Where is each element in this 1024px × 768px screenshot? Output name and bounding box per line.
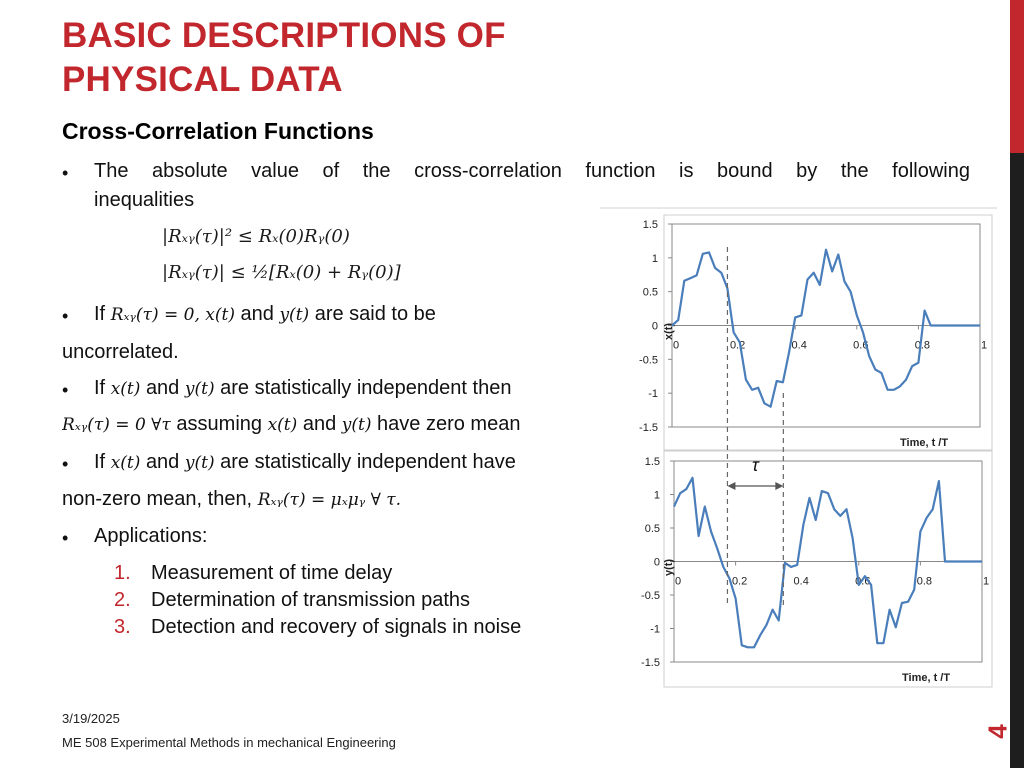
y-tick-label: 1.5: [642, 219, 658, 231]
y-tick-label: 1: [653, 489, 660, 502]
bullet2-post: are said to be: [314, 303, 436, 325]
bullet1-text: The absolute value of the cross-correlation function is bound by the following: [94, 160, 970, 182]
chart-frame: [664, 215, 992, 450]
bullet3-line: [94, 377, 511, 400]
y-tick-label: 0: [653, 556, 660, 569]
y-axis-label: x(t): [663, 322, 675, 341]
bullet4-and: and: [145, 451, 180, 473]
y-tick-label: 0: [651, 320, 658, 333]
slide-title: [62, 14, 662, 102]
bullet4-math2: y(t): [184, 453, 215, 473]
x-tick-label: 0.4: [793, 575, 809, 588]
chart-x: [639, 215, 992, 450]
section-subtitle: Cross-Correlation Functions: [62, 118, 374, 144]
sidebar-accent-bar: [1010, 0, 1024, 153]
x-tick-label: 0.6: [855, 575, 871, 588]
app-number: 2.: [114, 589, 131, 611]
bullet3-cont-post: have zero mean: [377, 413, 521, 435]
x-tick-label: 0.2: [731, 575, 748, 588]
footer-course: ME 508 Experimental Methods in mechanical Engineering: [62, 735, 396, 750]
bullet2-math1: Rₓᵧ(τ) = 0, x(t): [110, 305, 235, 325]
bullet-marker: •: [62, 528, 69, 548]
y-tick-label: -1: [648, 388, 658, 401]
slide-number: 4: [982, 724, 1013, 739]
y-axis-label: y(t): [663, 558, 675, 577]
sidebar-dark-bar: [1010, 153, 1024, 768]
y-tick-label: 1.5: [644, 456, 660, 468]
tau-label: τ: [752, 455, 759, 475]
app-item: Detection and recovery of signals in noise: [151, 616, 522, 638]
y-tick-label: 0.5: [644, 523, 660, 535]
app-item: Measurement of time delay: [151, 562, 393, 584]
x-tick-label: 1: [980, 339, 988, 352]
app-item: Determination of transmission paths: [151, 589, 471, 611]
bullet4-pre: If: [94, 451, 106, 473]
slide-title-line2: PHYSICAL DATA: [62, 60, 343, 99]
bullet4-cont-pre: non-zero mean, then,: [62, 488, 253, 510]
x-tick-label: 0.6: [853, 339, 869, 352]
x-tick-label: 0.2: [729, 339, 746, 352]
x-tick-label: 1: [982, 575, 990, 588]
x-tick-label: 0.8: [916, 575, 933, 588]
bullet3-continued: [62, 413, 602, 436]
x-tick-label: 0.4: [791, 339, 807, 352]
bullet4-post: are statistically independent have: [220, 451, 516, 473]
bullet3-cont-assuming: assuming: [176, 413, 263, 435]
x-axis-label: Time, t /T: [902, 672, 951, 684]
y-tick-label: -1.5: [641, 657, 660, 669]
bullet-marker: •: [62, 454, 69, 474]
inequality-1: |Rₓᵧ(τ)|² ≤ Rₓ(0)Rᵧ(0): [162, 226, 350, 247]
bullet3-cont-math1: Rₓᵧ(τ) = 0 ∀τ: [62, 415, 171, 435]
chart-y: [641, 451, 992, 687]
y-tick-label: 1: [651, 252, 658, 265]
chart-frame: [664, 451, 992, 687]
bullet3-math1: x(t): [110, 379, 141, 399]
inequality-2: |Rₓᵧ(τ)| ≤ ½[Rₓ(0) + Rᵧ(0)]: [162, 262, 401, 283]
bullet4-line: [94, 451, 516, 474]
bullet4-continued: [62, 488, 401, 511]
bullet3-cont-math2: x(t): [267, 415, 298, 435]
bullet5-text: Applications:: [94, 525, 208, 547]
bullet3-pre: If: [94, 377, 106, 399]
x-axis-label: Time, t /T: [900, 437, 949, 449]
bullet4-cont-math: Rₓᵧ(τ) = μₓμᵧ ∀ τ.: [257, 490, 402, 510]
bullet-marker: •: [62, 380, 69, 400]
bullet3-post: are statistically independent then: [220, 377, 512, 399]
app-number: 3.: [114, 616, 131, 638]
bullet2-pre: If: [94, 303, 106, 325]
bullet2-line: [94, 303, 436, 326]
y-tick-label: -1.5: [639, 422, 658, 434]
bullet1-text-continued: inequalities: [94, 189, 195, 211]
y-tick-label: -1: [650, 623, 660, 636]
bullet4-math1: x(t): [110, 453, 141, 473]
slide-title-line1: BASIC DESCRIPTIONS OF: [62, 16, 506, 55]
footer-date: 3/19/2025: [62, 711, 120, 726]
chart-figure: [600, 205, 1000, 690]
bullet3-and: and: [145, 377, 180, 399]
bullet2-continued: uncorrelated.: [62, 341, 179, 363]
bullet3-cont-and: and: [302, 413, 337, 435]
bullet2-and: and: [240, 303, 274, 325]
bullet3-cont-math3: y(t): [341, 415, 372, 435]
y-tick-label: -0.5: [639, 354, 658, 367]
x-tick-label: 0: [672, 339, 680, 352]
app-number: 1.: [114, 562, 131, 584]
bullet3-math2: y(t): [184, 379, 215, 399]
bullet2-math2: y(t): [279, 305, 310, 325]
y-tick-label: -0.5: [641, 590, 660, 602]
bullet-marker: •: [62, 163, 69, 183]
x-tick-label: 0.8: [914, 339, 931, 352]
bullet-marker: •: [62, 306, 69, 326]
y-tick-label: 0.5: [642, 286, 658, 299]
x-tick-label: 0: [674, 575, 682, 588]
